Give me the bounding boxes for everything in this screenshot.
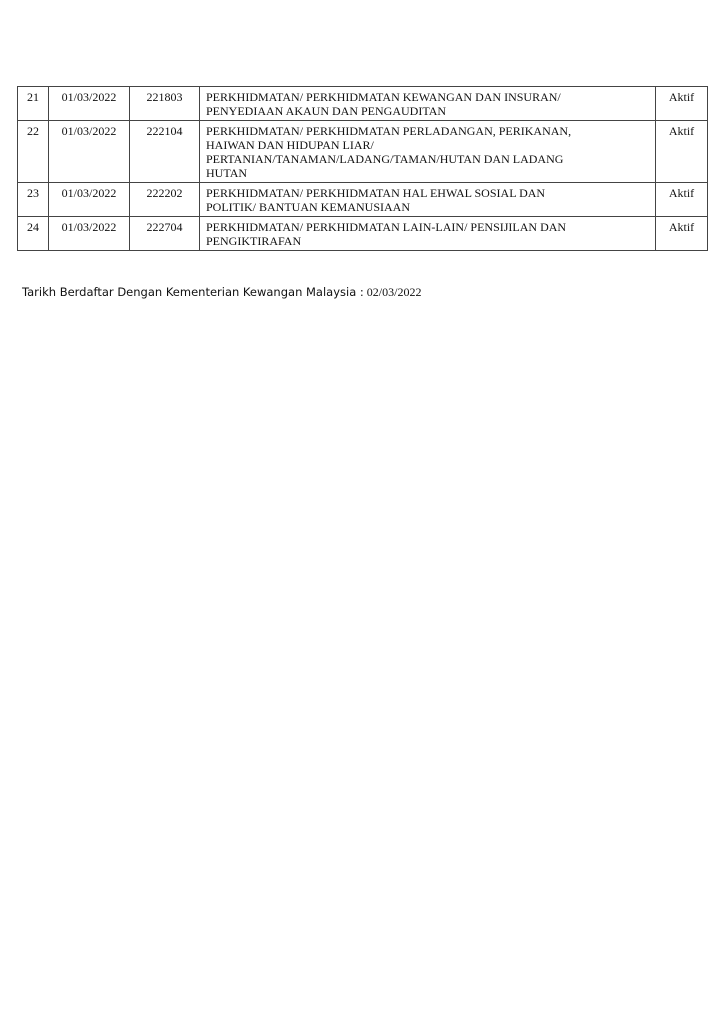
row-status: Aktif <box>656 183 708 217</box>
row-code: 221803 <box>130 87 200 121</box>
row-number: 24 <box>18 217 49 251</box>
row-description <box>200 121 656 183</box>
row-status: Aktif <box>656 87 708 121</box>
table-row <box>18 121 708 183</box>
description-line: HUTAN <box>206 166 248 180</box>
row-number: 21 <box>18 87 49 121</box>
row-code: 222202 <box>130 183 200 217</box>
description-line: PENGIKTIRAFAN <box>206 234 302 248</box>
row-code: 222104 <box>130 121 200 183</box>
row-number: 23 <box>18 183 49 217</box>
description-line: HAIWAN DAN HIDUPAN LIAR/ <box>206 138 374 152</box>
description-line: POLITIK/ BANTUAN KEMANUSIAAN <box>206 200 410 214</box>
description-line: PENYEDIAAN AKAUN DAN PENGAUDITAN <box>206 104 447 118</box>
row-description <box>200 217 656 251</box>
row-date: 01/03/2022 <box>49 183 130 217</box>
row-description <box>200 183 656 217</box>
row-code: 222704 <box>130 217 200 251</box>
registration-table <box>17 86 708 251</box>
registration-date-line <box>22 285 421 299</box>
description-line: PERTANIAN/TANAMAN/LADANG/TAMAN/HUTAN DAN LADANG <box>206 152 564 166</box>
row-date: 01/03/2022 <box>49 87 130 121</box>
table-row <box>18 217 708 251</box>
row-date: 01/03/2022 <box>49 217 130 251</box>
row-status: Aktif <box>656 121 708 183</box>
description-line: PERKHIDMATAN/ PERKHIDMATAN HAL EHWAL SOSIAL DAN <box>206 186 546 200</box>
table-row <box>18 87 708 121</box>
row-date: 01/03/2022 <box>49 121 130 183</box>
description-line: PERKHIDMATAN/ PERKHIDMATAN KEWANGAN DAN INSURAN/ <box>206 90 561 104</box>
table-body <box>18 87 708 251</box>
row-number: 22 <box>18 121 49 183</box>
description-line: PERKHIDMATAN/ PERKHIDMATAN LAIN-LAIN/ PENSIJILAN DAN <box>206 220 567 234</box>
table-row <box>18 183 708 217</box>
registration-date-label: Tarikh Berdaftar Dengan Kementerian Kewangan Malaysia : <box>22 285 364 299</box>
row-description <box>200 87 656 121</box>
description-line: PERKHIDMATAN/ PERKHIDMATAN PERLADANGAN, PERIKANAN, <box>206 124 572 138</box>
registration-date-value: 02/03/2022 <box>366 285 422 299</box>
row-status: Aktif <box>656 217 708 251</box>
